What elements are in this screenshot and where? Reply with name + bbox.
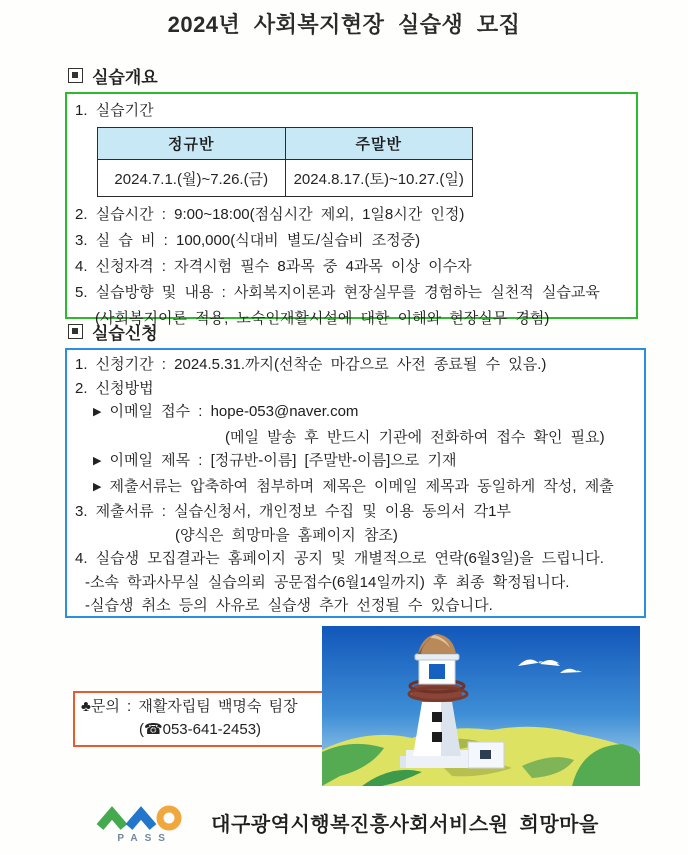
section-application-heading [68, 319, 158, 344]
overview-item-eligibility: 4. 신청자격 : 자격시험 필수 8과목 중 4과목 이상 이수자 [75, 258, 472, 275]
application-line-attachment [75, 475, 636, 501]
overview-item-direction: 5. 실습방향 및 내용 : 사회복지이론과 현장실무를 경험하는 실천적 실습교육 [75, 284, 600, 301]
club-icon: ♣ [81, 698, 91, 715]
square-bullet-icon [68, 324, 83, 339]
contact-phone-line [81, 718, 319, 741]
phone-number: 053-641-2453) [162, 721, 262, 738]
application-line-documents: 3. 제출서류 : 실습신청서, 개인정보 수집 및 이용 동의서 각1부 [75, 503, 511, 520]
overview-item-fee: 3. 실 습 비 : 100,000(식대비 별도/실습비 조정중) [75, 232, 421, 249]
overview-box [65, 92, 638, 327]
application-line-period: 1. 신청기간 : 2024.5.31.까지(선착순 마감으로 사전 종료될 수 있음.) [75, 356, 547, 373]
contact-line [81, 695, 319, 718]
period-table-header-weekend: 주말반 [285, 128, 473, 160]
pass-logo [89, 800, 193, 844]
contact-box [73, 691, 327, 747]
overview-item-period: 1. 실습기간 [75, 102, 154, 119]
pass-logo-icon [93, 800, 189, 832]
application-line-result: 4. 실습생 모집결과는 홈페이지 공지 및 개별적으로 연락(6월3일)을 드립니다. [75, 550, 604, 567]
section-overview-title: 실습개요 [92, 68, 158, 87]
arrow-bullet-icon: ▶ [93, 480, 102, 493]
overview-item-hours: 2. 실습시간 : 9:00~18:00(점심시간 제외, 1일8시간 인정) [75, 206, 465, 223]
pass-logo-text: PASS [117, 833, 172, 844]
application-attachment-text: 제출서류는 압축하여 첨부하며 제목은 이메일 제목과 동일하게 작성, 제출 [109, 477, 614, 495]
page-title: 2024년 사회복지현장 실습생 모집 [167, 12, 521, 37]
application-box [65, 348, 646, 618]
period-table-data-row [98, 160, 473, 197]
period-table-header-row [98, 128, 473, 160]
arrow-bullet-icon: ▶ [93, 455, 102, 467]
arrow-bullet-icon: ▶ [93, 406, 102, 418]
application-line-method: 2. 신청방법 [75, 379, 154, 397]
square-bullet-icon [68, 68, 83, 83]
application-subject-text: 이메일 제목 : [정규반-이름] [주말반-이름]으로 기재 [109, 452, 457, 469]
period-table [97, 127, 473, 197]
section-overview-heading [68, 63, 158, 88]
phone-paren: ( [138, 721, 144, 738]
application-line-confirm: -소속 학과사무실 실습의뢰 공문접수(6월14일까지) 후 최종 확정됩니다. [85, 573, 570, 591]
period-table-header-regular: 정규반 [98, 128, 286, 160]
application-line-email-note: (메일 발송 후 반드시 기관에 전화하여 접수 확인 필요) [225, 428, 605, 446]
org-name: 대구광역시행복진흥사회서비스원 희망마을 [211, 813, 599, 836]
lighthouse-illustration [322, 626, 640, 786]
period-cell-weekend: 2024.8.17.(토)~10.27.(일) [285, 160, 473, 197]
section-application-title: 실습신청 [92, 324, 158, 343]
footer [0, 800, 688, 844]
phone-icon: ☎ [143, 721, 163, 738]
overview-item-direction-note: (사회복지이론 적용, 노숙인재활시설에 대한 이해와 현장실무 경험) [95, 310, 550, 327]
contact-text: 문의 : 재활자립팀 백명숙 팀장 [90, 698, 298, 715]
period-cell-regular: 2024.7.1.(월)~7.26.(금) [98, 160, 286, 197]
application-line-form-note: (양식은 희망마을 홈페이지 참조) [175, 526, 398, 544]
application-line-subject [75, 449, 636, 475]
application-email-text: 이메일 접수 : hope-053@naver.com [109, 403, 359, 420]
application-line-email [75, 400, 636, 426]
application-line-additional: -실습생 취소 등의 사유로 실습생 추가 선정될 수 있습니다. [85, 597, 493, 614]
lighthouse-svg [322, 626, 640, 786]
